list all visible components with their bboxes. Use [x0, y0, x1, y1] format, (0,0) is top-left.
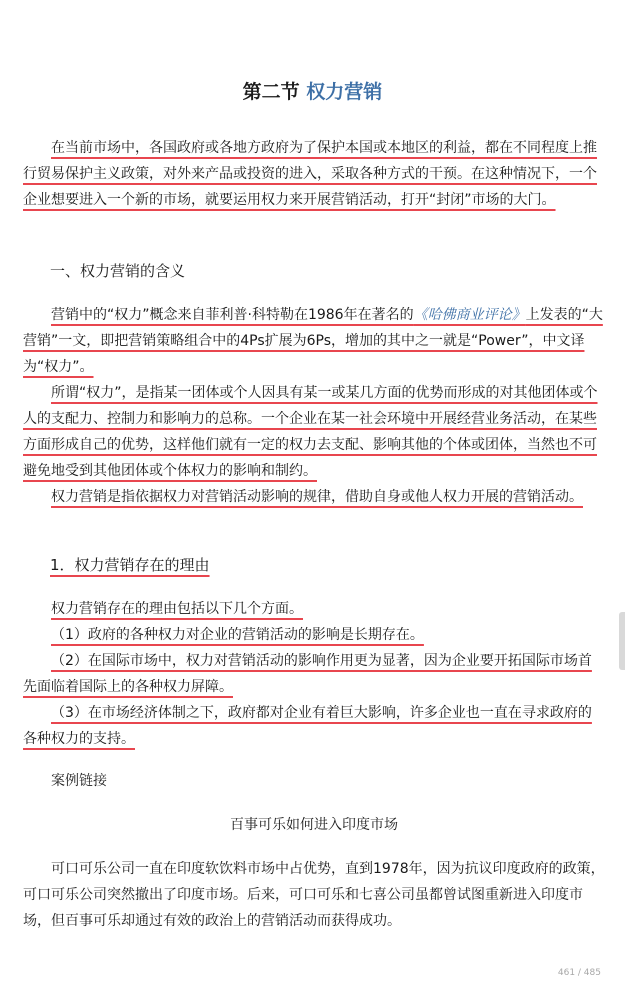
title-accent: 权力营销 [306, 81, 383, 103]
page-title [0, 78, 625, 106]
page-indicator: 461 / 485 [557, 968, 601, 978]
scrollbar-handle[interactable] [619, 612, 625, 670]
intro-paragraph: 在当前市场中，各国政府或各地方政府为了保护本国或本地区的利益，都在不同程度上推行贸易保护主义政策，对外来产品或投资的进入，采取各种方式的干预。在这种情况下，一个企业想要进入一个新的市场，就要运用权力来开展营销活动，打开“封闭”市场的大门。 [23, 140, 597, 208]
section1-p1-text-b: 上发表的“大营销”一文，即把营销策略组合中的4Ps扩展为6Ps，增加的其中之一就是“Power”，中文译为“权力”。 [23, 307, 603, 375]
case-body: 可口可乐公司一直在印度软饮料市场中占优势，直到1978年，因为抗议印度政府的政策，可口可乐公司突然撤出了印度市场。后来，可口可乐和七喜公司虽都曾试图重新进入印度市场，但百事可乐却通过有效的政治上的营销活动而获得成功。 [23, 861, 605, 929]
subsection-heading-1: 1．权力营销存在的理由 [50, 556, 210, 574]
subsection-lead: 权力营销存在的理由包括以下几个方面。 [51, 601, 303, 617]
title-prefix: 第二节 [242, 81, 307, 103]
section1-paragraph-1 [23, 302, 605, 380]
reason-item-1: （1）政府的各种权力对企业的营销活动的影响是长期存在。 [51, 627, 424, 643]
section1-paragraph-3: 权力营销是指依据权力对营销活动影响的规律，借助自身或他人权力开展的营销活动。 [51, 489, 583, 505]
section1-p1-text-a: 营销中的“权力”概念来自菲利普·科特勒在1986年在著名的 [51, 307, 414, 323]
book-title-link[interactable]: 《哈佛商业评论》 [413, 307, 526, 323]
case-title: 百事可乐如何进入印度市场 [230, 817, 398, 833]
case-label: 案例链接 [51, 773, 107, 789]
section-heading-1: 一、权力营销的含义 [50, 262, 186, 280]
reason-item-2: （2）在国际市场中，权力对营销活动的影响作用更为显著，因为企业要开拓国际市场首先面临着国际上的各种权力屏障。 [23, 653, 592, 695]
reason-item-3: （3）在市场经济体制之下，政府都对企业有着巨大影响，许多企业也一直在寻求政府的各种权力的支持。 [23, 705, 592, 747]
section1-paragraph-2: 所谓“权力”，是指某一团体或个人因具有某一或某几方面的优势而形成的对其他团体或个人的支配力、控制力和影响力的总称。一个企业在某一社会环境中开展经营业务活动，在某些方面形成自己的优势，这样他们就有一定的权力去支配、影响其他的个体或团体，当然也不可避免地受到其他团体或个体权力的影响和制约。 [23, 385, 598, 479]
